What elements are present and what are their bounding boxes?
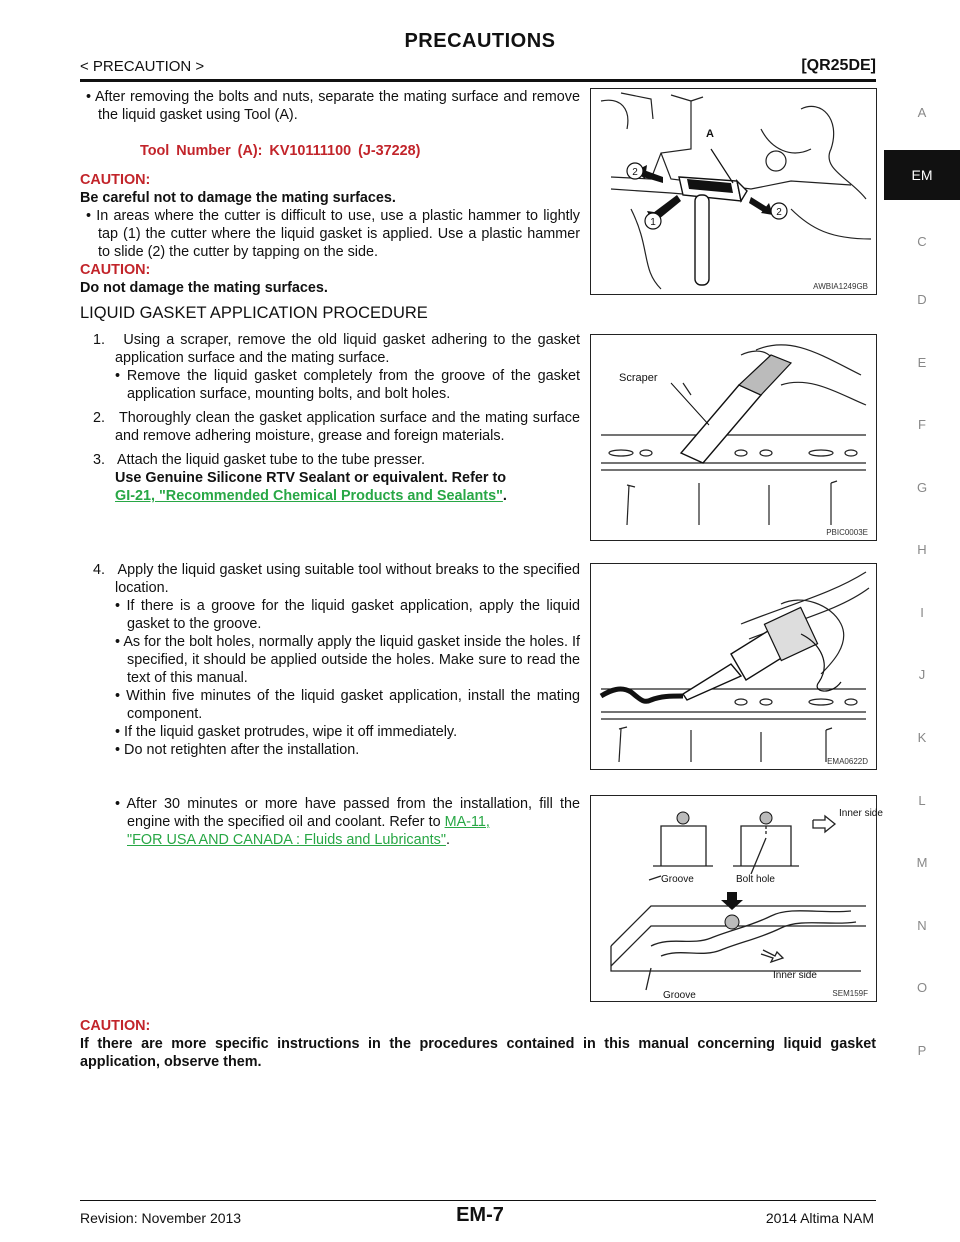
tool-number: Tool Number (A): KV10111100 (J-37228) — [140, 143, 421, 159]
bolt-hole-label: Bolt hole — [736, 874, 775, 885]
page-number: EM-7 — [456, 1204, 504, 1226]
label-a: A — [706, 128, 714, 140]
intro-bullet-1: • After removing the bolts and nuts, separate the mating surface and remove the liquid gasket using Tool (A). — [86, 89, 580, 123]
tab-h[interactable]: H — [917, 542, 927, 557]
caution-label: CAUTION: — [80, 172, 151, 188]
final-caution — [80, 1017, 876, 1071]
steps-1-2 — [80, 331, 580, 505]
fluids-link[interactable]: "FOR USA AND CANADA : Fluids and Lubricants" — [127, 832, 446, 848]
caution-label: CAUTION: — [80, 262, 151, 278]
step-4: 4. Apply the liquid gasket using suitable tool without breaks to the specified location. — [93, 562, 580, 596]
section-title: LIQUID GASKET APPLICATION PROCEDURE — [80, 304, 428, 322]
cutter-illustration — [591, 89, 876, 294]
step-4-bullet: • Within five minutes of the liquid gasket application, install the mating component. — [115, 688, 580, 722]
breadcrumb: < PRECAUTION > — [80, 58, 205, 75]
caution-text: Be careful not to damage the mating surfaces. — [80, 190, 396, 206]
header-rule — [80, 79, 876, 82]
step-3-note: Use Genuine Silicone RTV Sealant or equivalent. Refer to GI-21, "Recommended Chemical Products and Sealants". — [115, 470, 507, 504]
page-title: PRECAUTIONS — [404, 30, 556, 52]
step-2: 2. Thoroughly clean the gasket application surface and the mating surface and remove adhering moisture, grease and foreign materials. — [93, 410, 580, 444]
revision-date: Revision: November 2013 — [80, 1210, 242, 1226]
tab-i[interactable]: I — [920, 605, 924, 620]
figure-groove — [590, 795, 883, 1002]
tab-a[interactable]: A — [917, 105, 927, 120]
tab-e[interactable]: E — [917, 355, 927, 370]
tab-n[interactable]: N — [917, 918, 927, 933]
step-4-bullet-6: • After 30 minutes or more have passed from the installation, fill the engine with the specified oil and coolant. Refer to MA-11, "FOR USA AND CANADA : Fluids and Lubricants". — [115, 796, 580, 848]
callout-1: 1 — [650, 217, 656, 228]
figure-gasket-cutter — [590, 88, 877, 295]
applicator-illustration — [591, 564, 876, 769]
vehicle-model: 2014 Altima NAM — [765, 1210, 874, 1226]
inner-side-label: Inner side — [839, 808, 883, 819]
scraper-label: Scraper — [619, 372, 658, 384]
tab-j[interactable]: J — [918, 667, 926, 682]
ma11-link[interactable]: MA-11, — [444, 814, 490, 830]
tab-l[interactable]: L — [918, 793, 926, 808]
callout-2: 2 — [776, 207, 782, 218]
groove-label: Groove — [661, 874, 694, 885]
figure-code: AWBIA1249GB — [813, 282, 868, 291]
gi21-link[interactable]: GI-21, "Recommended Chemical Products and Sealants" — [115, 488, 503, 504]
step-4-section — [80, 561, 580, 759]
tab-o[interactable]: O — [916, 980, 928, 995]
step-1-bullet: • Remove the liquid gasket completely from the groove of the gasket application surface, mounting bolts, and bolt holes. — [115, 368, 580, 402]
step-4-bullet: • Do not retighten after the installation. — [115, 742, 360, 758]
callout-2: 2 — [632, 167, 638, 178]
figure-code: PBIC0003E — [826, 528, 868, 537]
groove-label: Groove — [663, 990, 696, 1001]
step-3: 3. Attach the liquid gasket tube to the tube presser. — [93, 452, 425, 468]
groove-illustration — [591, 796, 883, 1001]
tab-em[interactable]: EM — [884, 150, 960, 200]
step-4-bullet: • As for the bolt holes, normally apply the liquid gasket inside the holes. If specified, it should be applied outside the holes. Make sure to read the text of this manual. — [115, 634, 580, 686]
figure-code: SEM159F — [832, 989, 868, 998]
engine-code: [QR25DE] — [801, 57, 876, 74]
footer-rule — [80, 1200, 876, 1201]
caution-text: If there are more specific instructions in the procedures contained in this manual concerning liquid gasket application, observe them. — [80, 1036, 876, 1070]
figure-applicator — [590, 563, 877, 770]
scraper-illustration — [591, 335, 876, 540]
caution-text: Do not damage the mating surfaces. — [80, 280, 328, 296]
figure-scraper — [590, 334, 877, 541]
inner-side-label: Inner side — [773, 970, 817, 981]
tab-f[interactable]: F — [918, 417, 926, 432]
figure-code: EMA0622D — [827, 757, 868, 766]
tab-g[interactable]: G — [916, 480, 928, 495]
tab-k[interactable]: K — [917, 730, 927, 745]
tab-m[interactable]: M — [916, 855, 928, 870]
tab-c[interactable]: C — [917, 234, 927, 249]
step-4-bullet: • If there is a groove for the liquid gasket application, apply the liquid gasket to the groove. — [115, 598, 580, 632]
intro-caution-1 — [80, 171, 580, 297]
tab-p[interactable]: P — [917, 1043, 927, 1058]
tab-d[interactable]: D — [917, 292, 927, 307]
intro-section — [80, 88, 580, 124]
step-4-bullet: • If the liquid gasket protrudes, wipe it off immediately. — [115, 724, 458, 740]
intro-bullet-2: • In areas where the cutter is difficult to use, use a plastic hammer to lightly tap (1) the cutter where the liquid gasket is applied. Use a plastic hammer to slide (2) the cutter by tapping on the side. — [86, 208, 580, 260]
caution-label: CAUTION: — [80, 1018, 151, 1034]
step-1: 1. Using a scraper, remove the old liquid gasket adhering to the gasket application surface and the mating surface. — [93, 332, 581, 366]
